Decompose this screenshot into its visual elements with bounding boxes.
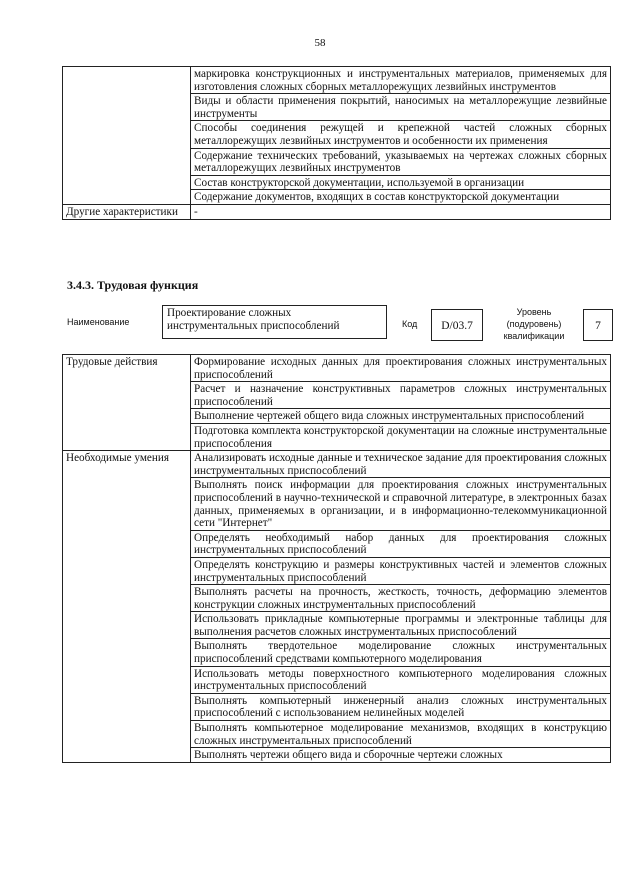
skill-item: Использовать прикладные компьютерные программы и электронные таблицы для выполнения расчетов сложных инструментальных приспособлений [191,612,611,639]
action-item: Расчет и назначение конструктивных параметров сложных инструментальных приспособлений [191,382,611,409]
skill-item: Выполнять чертежи общего вида и сборочные чертежи сложных [191,748,611,763]
other-characteristics-label: Другие характеристики [63,204,191,219]
table-row [63,204,611,219]
page-number: 58 [314,37,326,49]
knowledge-item: Состав конструкторской документации, используемой в организации [191,175,611,190]
skill-item: Выполнять твердотельное моделирование сложных инструментальных приспособлений средствами компьютерного моделирования [191,639,611,666]
qualification-level-label: Уровень (подуровень) квалификации [503,307,565,341]
skill-item: Определять конструкцию и размеры конструктивных частей и элементов сложных инструментальных приспособлений [191,557,611,584]
action-item: Выполнение чертежей общего вида сложных инструментальных приспособлений [191,409,611,424]
knowledge-item: маркировка конструкционных и инструментальных материалов, применяемых для изготовления сложных сборных металлорежущих лезвийных инструментов [191,67,611,94]
knowledge-item: Виды и области применения покрытий, наносимых на металлорежущие лезвийные инструменты [191,94,611,121]
skill-item: Выполнять компьютерное моделирование механизмов, входящих в конструкцию сложных инструментальных приспособлений [191,721,611,748]
actions-label: Трудовые действия [63,355,191,451]
empty-label-cell [63,67,191,205]
name-label: Наименование [67,317,130,327]
skills-label: Необходимые умения [63,451,191,763]
skill-item: Выполнять поиск информации для проектирования сложных инструментальных приспособлений в научно-технической и справочной литературе, в электронных базах данных, применяемых в организации, и в информационно-телекоммуникационной сети "Интернет" [191,478,611,530]
skill-item: Использовать методы поверхностного компьютерного моделирования сложных инструментальных приспособлений [191,666,611,693]
code-label: Код [402,319,418,329]
skill-item: Выполнять расчеты на прочность, жесткость, точность, деформацию элементов конструкции сложных инструментальных приспособлений [191,585,611,612]
action-item: Подготовка комплекта конструкторской документации на сложные инструментальные приспособления [191,423,611,450]
knowledge-table-continuation [62,66,611,220]
knowledge-item: Содержание документов, входящих в состав конструкторской документации [191,190,611,205]
table-row [63,67,611,94]
action-item: Формирование исходных данных для проектирования сложных инструментальных приспособлений [191,355,611,382]
name-value-box: Проектирование сложных инструментальных приспособлений [162,305,387,339]
knowledge-item: Содержание технических требований, указываемых на чертежах сложных сборных металлорежущих лезвийных инструментов [191,148,611,175]
table-row [63,451,611,478]
other-characteristics-value: - [191,204,611,219]
skill-item: Определять необходимый набор данных для проектирования сложных инструментальных приспособлений [191,530,611,557]
table-row [63,355,611,382]
skill-item: Анализировать исходные данные и техническое задание для проектирования сложных инструментальных приспособлений [191,451,611,478]
section-heading: 3.4.3. Трудовая функция [67,278,199,292]
knowledge-item: Способы соединения режущей и крепежной частей сложных сборных металлорежущих лезвийных инструментов и особенности их применения [191,121,611,148]
code-value-box: D/03.7 [431,309,483,341]
work-function-table [62,354,611,763]
qualification-level-box: 7 [583,309,613,341]
skill-item: Выполнять компьютерный инженерный анализ сложных инструментальных приспособлений с использованием нелинейных моделей [191,693,611,720]
